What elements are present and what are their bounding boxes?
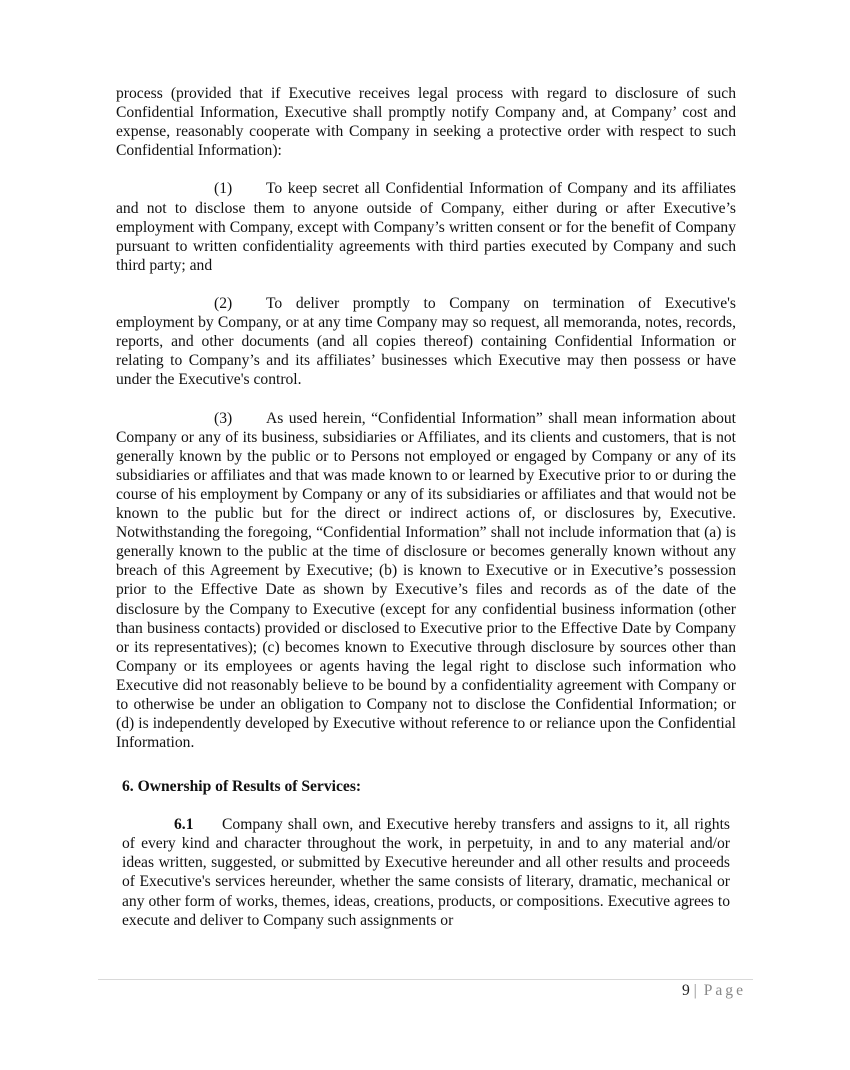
- subsection-6-1: [122, 815, 730, 930]
- intro-paragraph: process (provided that if Executive receives legal process with regard to disclosure of such Confidential Information, Executive shall promptly notify Company and, at Company’ cost and expense, reasonably cooperate with Company in seeking a protective order with respect to such Confidential Information):: [116, 85, 736, 160]
- item-text: To keep secret all Confidential Information of Company and its affiliates and not to disclose them to anyone outside of Company, either during or after Executive’s employment with Company, except with Company’s written consent or for the benefit of Company pursuant to written confidentiality agreements with third parties executed by Company and such third party; and: [116, 180, 736, 274]
- section-heading: 6. Ownership of Results of Services:: [122, 778, 362, 795]
- subsection-number: 6.1: [174, 816, 194, 834]
- item-2-paragraph: [116, 294, 736, 389]
- item-text: To deliver promptly to Company on termination of Executive's employment by Company, or at any time Company may so request, all memoranda, notes, records, reports, and other documents (and all copies thereof) containing Confidential Information or relating to Company’s and its affiliates’ businesses which Executive may then possess or have under the Executive's control.: [116, 295, 736, 389]
- section-6: [122, 777, 730, 949]
- item-number: (2): [214, 295, 233, 313]
- page-number: 9: [681, 982, 690, 999]
- subsection-text: Company shall own, and Executive hereby transfers and assigns to it, all rights of every kind and character throughout the work, in perpetuity, in and to any material and/or ideas written, suggested, or submitted by Executive hereunder and all other results and proceeds of Executive's services hereunder, whether the same consists of literary, dramatic, mechanical or any other form of works, themes, ideas, creations, products, or compositions. Executive agrees to execute and deliver to Company such assignments or: [122, 816, 730, 929]
- item-number: (1): [214, 180, 233, 198]
- item-text: As used herein, “Confidential Information” shall mean information about Company or any of its business, subsidiaries or Affiliates, and its clients and customers, that is not generally known by the public or to Persons not employed or engaged by Company or any of its subsidiaries or affiliates and that was made known to or learned by Executive prior to or during the course of his employment by Company or any of its subsidiaries or affiliates and that would not be known to the public but for the direct or indirect actions of, or disclosures by, Executive. Notwithstanding the foregoing, “Confidential Information” shall not include information that (a) is generally known to the public at the time of disclosure or becomes generally known without any breach of this Agreement by Executive; (b) is known to Executive or in Executive’s possession prior to the Effective Date as shown by Executive’s files and records as of the date of the disclosure by the Company to Executive (except for any confidential business information (other than business contacts) provided or disclosed to Executive prior to the Effective Date by Company or its representatives); (c) becomes known to Executive through disclosure by sources other than Company or its employees or agents having the legal right to disclose such information who Executive did not reasonably believe to be bound by a confidentiality agreement with Company or to otherwise be under an obligation to Company not to disclose the Confidential Information; or (d) is independently developed by Executive without reference to or reliance upon the Confidential Information.: [116, 409, 736, 752]
- document-body: [116, 84, 736, 771]
- footer-divider: [98, 979, 753, 980]
- item-number: (3): [214, 409, 233, 427]
- item-1-paragraph: [116, 179, 736, 274]
- page-label: Page: [703, 982, 746, 999]
- footer-separator: |: [693, 982, 700, 999]
- item-3-paragraph: [116, 409, 736, 753]
- page-footer: [682, 982, 746, 1000]
